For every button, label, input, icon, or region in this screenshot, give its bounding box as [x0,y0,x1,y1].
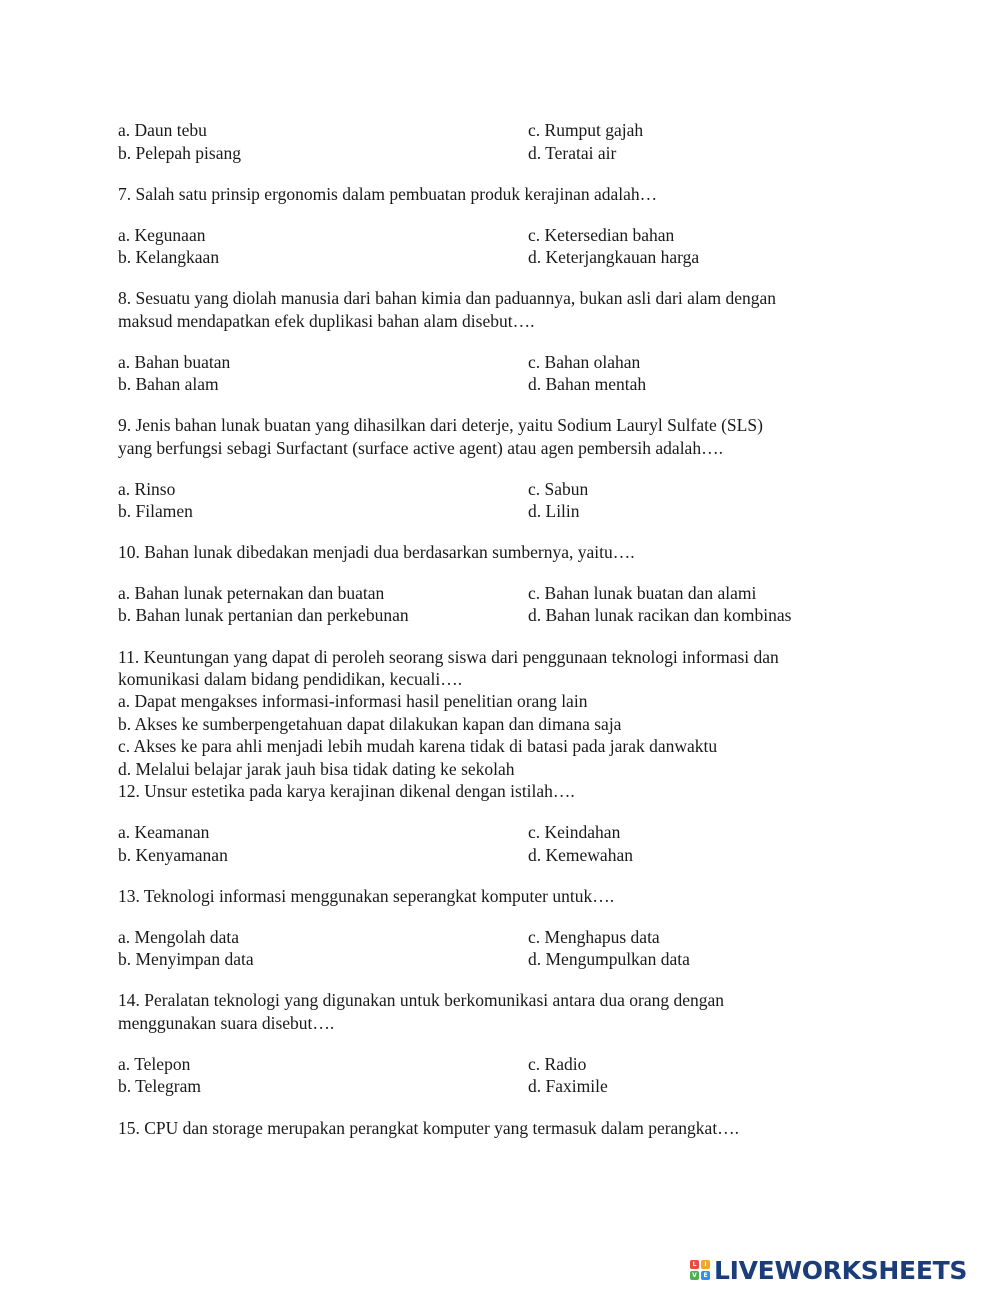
q9-question-line1: 9. Jenis bahan lunak buatan yang dihasilkan dari deterje, yaitu Sodium Lauryl Sulfate (SLS) [118,415,763,435]
q9-option-c: c. Sabun [528,479,589,499]
q14-option-a: a. Telepon [118,1054,191,1074]
liveworksheets-logo [690,1253,967,1287]
q7-option-b: b. Kelangkaan [118,247,220,267]
q6-option-a: a. Daun tebu [118,120,207,140]
logo-mark-v: V [690,1271,699,1280]
q7-question: 7. Salah satu prinsip ergonomis dalam pembuatan produk kerajinan adalah… [118,184,658,204]
q11-option-c: c. Akses ke para ahli menjadi lebih mudah karena tidak di batasi pada jarak danwaktu [118,736,718,756]
q8-option-c: c. Bahan olahan [528,352,641,372]
q10-question: 10. Bahan lunak dibedakan menjadi dua berdasarkan sumbernya, yaitu…. [118,542,635,562]
q11-option-b: b. Akses ke sumberpengetahuan dapat dilakukan kapan dan dimana saja [118,714,622,734]
logo-mark-i: I [701,1260,710,1269]
q12-question: 12. Unsur estetika pada karya kerajinan dikenal dengan istilah…. [118,781,575,801]
q8-option-a: a. Bahan buatan [118,352,231,372]
logo-mark-e: E [701,1271,710,1280]
q13-question: 13. Teknologi informasi menggunakan seperangkat komputer untuk…. [118,886,615,906]
q7-option-d: d. Keterjangkauan harga [528,247,700,267]
q10-option-a: a. Bahan lunak peternakan dan buatan [118,583,385,603]
q6-option-b: b. Pelepah pisang [118,143,241,163]
q12-option-d: d. Kemewahan [528,845,633,865]
q11-question-line2: komunikasi dalam bidang pendidikan, kecuali…. [118,669,463,689]
q12-option-c: c. Keindahan [528,822,621,842]
q10-option-b: b. Bahan lunak pertanian dan perkebunan [118,605,409,625]
q13-option-d: d. Mengumpulkan data [528,949,690,969]
q8-option-d: d. Bahan mentah [528,374,647,394]
q12-option-a: a. Keamanan [118,822,210,842]
q11-option-d: d. Melalui belajar jarak jauh bisa tidak dating ke sekolah [118,759,515,779]
q14-option-c: c. Radio [528,1054,587,1074]
q12-option-b: b. Kenyamanan [118,845,228,865]
q7-option-a: a. Kegunaan [118,225,206,245]
q13-option-c: c. Menghapus data [528,927,660,947]
q13-option-b: b. Menyimpan data [118,949,254,969]
logo-mark-l: L [690,1260,699,1269]
q9-option-d: d. Lilin [528,501,580,521]
q11-question-line1: 11. Keuntungan yang dapat di peroleh seorang siswa dari penggunaan teknologi informasi dan [118,647,779,667]
q8-question-line1: 8. Sesuatu yang diolah manusia dari bahan kimia dan paduannya, bukan asli dari alam dengan [118,288,777,308]
q6-option-c: c. Rumput gajah [528,120,644,140]
q14-option-b: b. Telegram [118,1076,202,1096]
q14-question-line2: menggunakan suara disebut…. [118,1013,335,1033]
liveworksheets-logo-icon [690,1260,710,1280]
q8-question-line2: maksud mendapatkan efek duplikasi bahan alam disebut…. [118,311,535,331]
q15-question: 15. CPU dan storage merupakan perangkat komputer yang termasuk dalam perangkat…. [118,1118,740,1138]
q14-question-line1: 14. Peralatan teknologi yang digunakan untuk berkomunikasi antara dua orang dengan [118,990,725,1010]
q9-question-line2: yang berfungsi sebagi Surfactant (surface active agent) atau agen pembersih adalah…. [118,438,723,458]
q11-option-a: a. Dapat mengakses informasi-informasi hasil penelitian orang lain [118,691,588,711]
q14-option-d: d. Faximile [528,1076,608,1096]
q10-option-d: d. Bahan lunak racikan dan kombinas [528,605,792,625]
q13-option-a: a. Mengolah data [118,927,239,947]
q9-option-a: a. Rinso [118,479,176,499]
liveworksheets-logo-text: LIVEWORKSHEETS [714,1255,968,1285]
q9-option-b: b. Filamen [118,501,193,521]
q10-option-c: c. Bahan lunak buatan dan alami [528,583,757,603]
q6-option-d: d. Teratai air [528,143,617,163]
q7-option-c: c. Ketersedian bahan [528,225,675,245]
q8-option-b: b. Bahan alam [118,374,219,394]
